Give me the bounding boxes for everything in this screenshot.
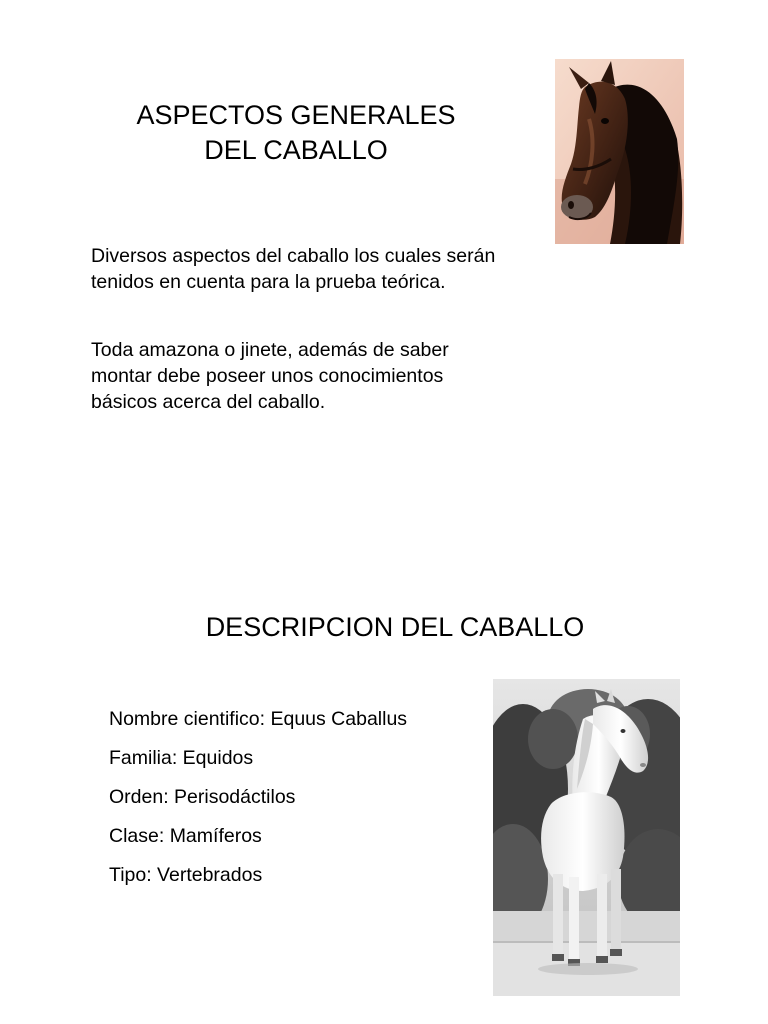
slide1-title: [90, 98, 502, 168]
slide1-title-line1: ASPECTOS GENERALES: [136, 100, 456, 130]
white-horse-illustration: [493, 679, 680, 996]
white-horse-standing-photo: [493, 679, 680, 996]
fact-orden: Orden: Perisodáctilos: [109, 786, 296, 808]
slide1-paragraph-1: Diversos aspectos del caballo los cuales serán tenidos en cuenta para la prueba teórica.: [91, 245, 496, 293]
fact-tipo: Tipo: Vertebrados: [109, 864, 263, 886]
fact-clase: Clase: Mamíferos: [109, 825, 262, 847]
slide-descripcion: [0, 512, 768, 1024]
brown-horse-head-photo: [555, 59, 684, 244]
fact-familia: Familia: Equidos: [109, 747, 254, 769]
slide1-title-line2: DEL CABALLO: [204, 135, 388, 165]
brown-horse-head-illustration: [555, 59, 684, 244]
fact-nombre-cientifico: Nombre cientifico: Equus Caballus: [109, 708, 408, 730]
slide1-paragraph-2: Toda amazona o jinete, además de saber montar debe poseer unos conocimientos básicos acerca del caballo.: [91, 339, 449, 413]
facts-list: [109, 706, 407, 901]
slide2-title: DESCRIPCION DEL CABALLO: [205, 612, 585, 642]
